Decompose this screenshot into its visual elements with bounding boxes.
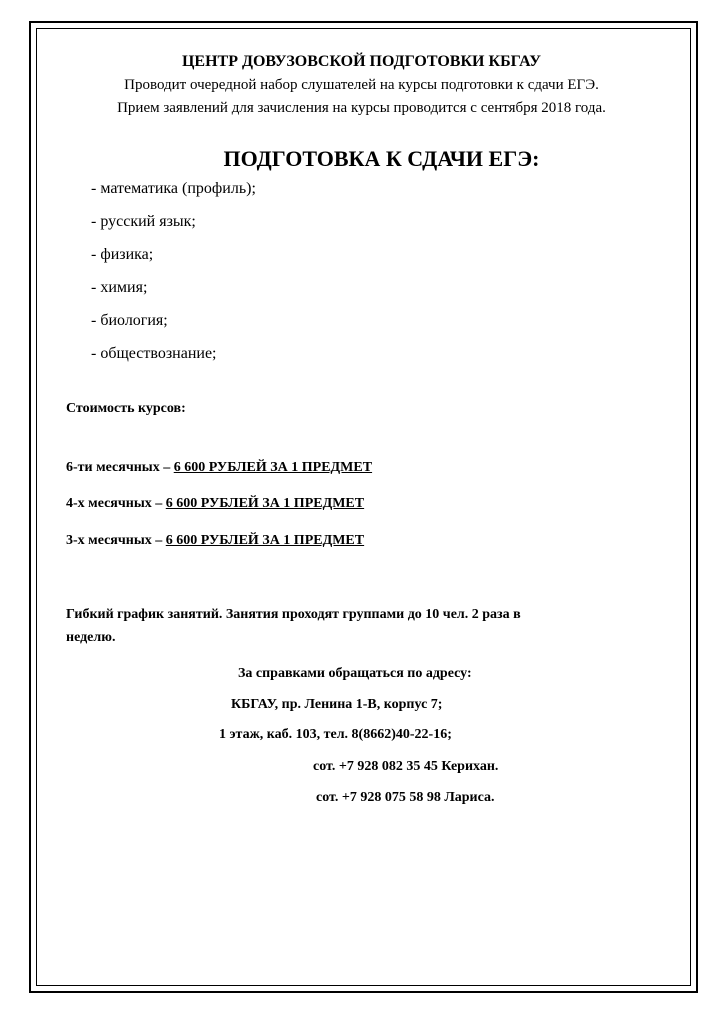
subject-item: - русский язык;: [91, 213, 196, 230]
section-title: ПОДГОТОВКА К СДАЧИ ЕГЭ:: [223, 146, 540, 171]
subject-item: - химия;: [91, 279, 148, 296]
price-duration: 4-х месячных –: [66, 496, 166, 511]
cost-heading: Стоимость курсов:: [66, 401, 186, 416]
subject-item: - обществознание;: [91, 345, 217, 362]
price-duration: 6-ти месячных –: [66, 460, 174, 475]
subject-item: - физика;: [91, 246, 154, 263]
schedule-line: Гибкий график занятий. Занятия проходят группами до 10 чел. 2 раза в: [66, 607, 521, 622]
center-title: ЦЕНТР ДОВУЗОВСКОЙ ПОДГОТОВКИ КБГАУ: [181, 53, 542, 70]
price-duration: 3-х месячных –: [66, 533, 166, 548]
price-row: [66, 460, 372, 476]
contacts-heading: За справками обращаться по адресу:: [238, 666, 472, 681]
application-dates: Прием заявлений для зачисления на курсы проводится с сентября 2018 года.: [117, 100, 606, 116]
contact-office: 1 этаж, каб. 103, тел. 8(8662)40-22-16;: [219, 727, 452, 742]
price-row: [66, 533, 364, 549]
price-amount: 6 600 РУБЛЕЙ ЗА 1 ПРЕДМЕТ: [165, 533, 365, 548]
price-amount: 6 600 РУБЛЕЙ ЗА 1 ПРЕДМЕТ: [165, 496, 365, 511]
contact-phone: сот. +7 928 075 58 98 Лариса.: [316, 790, 495, 805]
contact-address: КБГАУ, пр. Ленина 1-В, корпус 7;: [231, 697, 443, 712]
price-row: [66, 496, 364, 512]
price-amount: 6 600 РУБЛЕЙ ЗА 1 ПРЕДМЕТ: [173, 460, 373, 475]
subject-item: - биология;: [91, 312, 168, 329]
subject-item: - математика (профиль);: [91, 180, 256, 197]
intake-announcement: Проводит очередной набор слушателей на курсы подготовки к сдачи ЕГЭ.: [124, 77, 599, 93]
contact-phone: сот. +7 928 082 35 45 Керихан.: [313, 759, 499, 774]
schedule-line: неделю.: [66, 630, 116, 645]
